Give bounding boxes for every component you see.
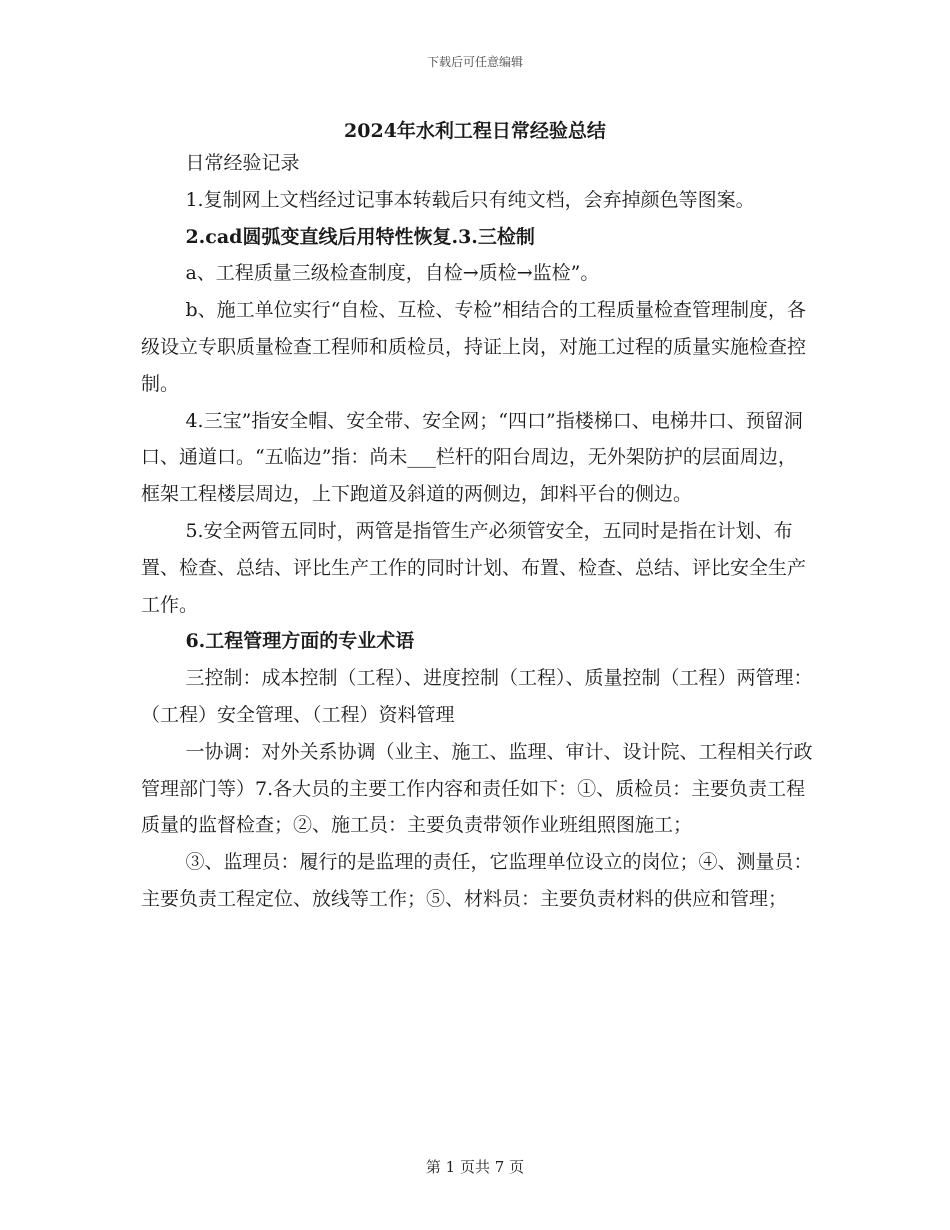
document-title: 2024年水利工程日常经验总结 (344, 120, 606, 142)
paragraph: ③、监理员：履行的是监理的责任，它监理单位设立的岗位；④、测量员：主要负责工程定位、放线等工作；⑤、材料员：主要负责材料的供应和管理； (141, 851, 813, 910)
section-heading: 6.工程管理方面的专业术语 (185, 630, 415, 653)
paragraph: b、施工单位实行“自检、互检、专检”相结合的工程质量检查管理制度，各级设立专职质量检查工程师和质检员，持证上岗，对施工过程的质量实施检查控制。 (141, 299, 807, 395)
paragraph: a、工程质量三级检查制度，自检→质检→监检”。 (185, 262, 600, 285)
paragraph: 三控制：成本控制（工程）、进度控制（工程）、质量控制（工程）两管理：（工程）安全管理、（工程）资料管理 (141, 667, 813, 726)
paragraph: 4.三宝”指安全帽、安全带、安全网；“四口”指楼梯口、电梯井口、预留洞口、通道口。“五临边”指：尚未___栏杆的阳台周边，无外架防护的层面周边，框架工程楼层周边，上下跑道及斜道的两侧边，卸料平台的侧边。 (141, 409, 803, 506)
section-heading: 2.cad圆弧变直线后用特性恢复.3.三检制 (185, 225, 535, 248)
document-body (141, 145, 813, 918)
page-number: 第 1 页共 7 页 (425, 1158, 525, 1176)
paragraph: 1.复制网上文档经过记事本转载后只有纯文档，会弃掉颜色等图案。 (185, 188, 755, 211)
paragraph: 日常经验记录 (185, 152, 300, 174)
paragraph: 一协调：对外关系协调（业主、施工、监理、审计、设计院、工程相关行政管理部门等）7.各大员的主要工作内容和责任如下：①、质检员：主要负责工程质量的监督检查；②、施工员：主要负责带领作业班组照图施工； (141, 740, 813, 837)
header-note: 下载后可任意编辑 (426, 55, 523, 69)
paragraph: 5.安全两管五同时，两管是指管生产必须管安全，五同时是指在计划、布置、检查、总结、评比生产工作的同时计划、布置、检查、总结、评比安全生产工作。 (141, 519, 807, 616)
